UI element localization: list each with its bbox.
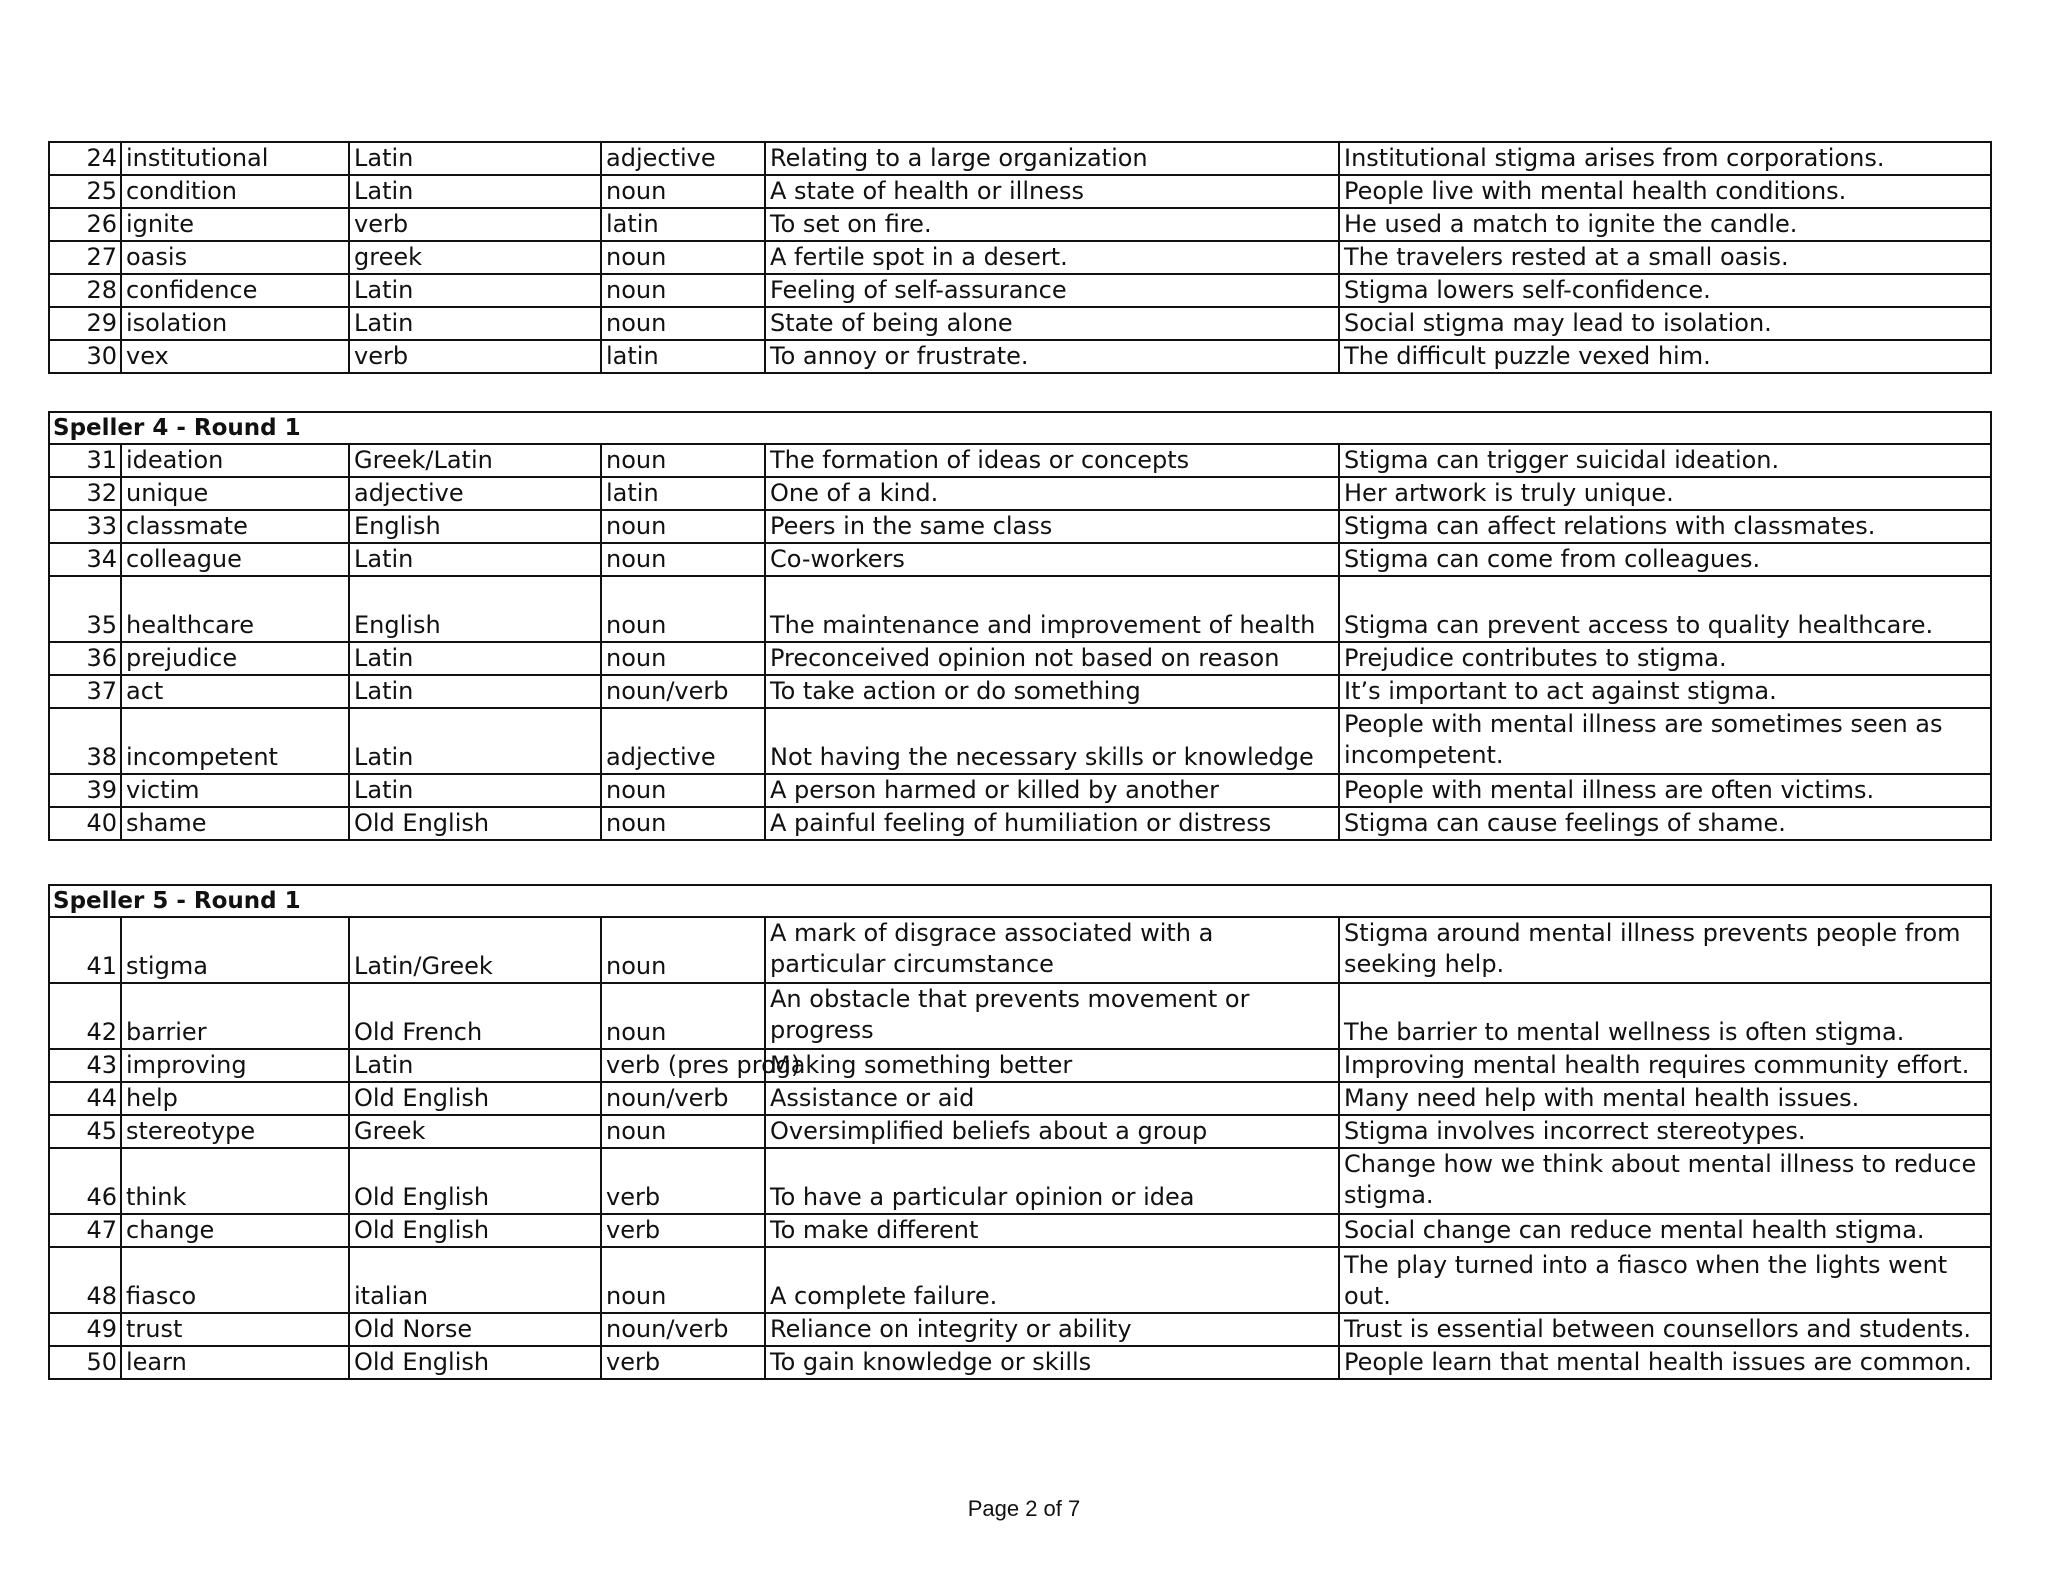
- table-row: [49, 543, 1991, 576]
- word-cell: vex: [121, 340, 349, 373]
- part-of-speech-cell: adjective: [601, 708, 765, 774]
- word-number-cell: 49: [49, 1313, 121, 1346]
- origin-cell: Old English: [349, 1148, 601, 1214]
- table-row: [49, 1247, 1991, 1313]
- word-cell: stigma: [121, 917, 349, 983]
- word-number-cell: 26: [49, 208, 121, 241]
- section-heading-row: [49, 412, 1991, 444]
- word-cell: ignite: [121, 208, 349, 241]
- word-table-2: [48, 411, 1990, 841]
- word-cell: healthcare: [121, 576, 349, 642]
- table-row: [49, 1346, 1991, 1379]
- part-of-speech-cell: noun: [601, 510, 765, 543]
- example-sentence-cell: Improving mental health requires community effort.: [1339, 1049, 1991, 1082]
- example-sentence-cell: Her artwork is truly unique.: [1339, 477, 1991, 510]
- example-sentence-cell: Stigma can trigger suicidal ideation.: [1339, 444, 1991, 477]
- word-cell: confidence: [121, 274, 349, 307]
- word-cell: act: [121, 675, 349, 708]
- origin-cell: Greek/Latin: [349, 444, 601, 477]
- part-of-speech-cell: noun: [601, 576, 765, 642]
- example-sentence-cell: Social change can reduce mental health stigma.: [1339, 1214, 1991, 1247]
- word-number-cell: 24: [49, 142, 121, 175]
- definition-cell: A fertile spot in a desert.: [765, 241, 1339, 274]
- part-of-speech-cell: noun/verb: [601, 1313, 765, 1346]
- word-cell: incompetent: [121, 708, 349, 774]
- word-number-cell: 36: [49, 642, 121, 675]
- origin-cell: italian: [349, 1247, 601, 1313]
- definition-cell: To have a particular opinion or idea: [765, 1148, 1339, 1214]
- table-row: [49, 444, 1991, 477]
- definition-cell: A person harmed or killed by another: [765, 774, 1339, 807]
- definition-cell: One of a kind.: [765, 477, 1339, 510]
- example-sentence-cell: Stigma can come from colleagues.: [1339, 543, 1991, 576]
- origin-cell: Latin: [349, 675, 601, 708]
- example-sentence-cell: It’s important to act against stigma.: [1339, 675, 1991, 708]
- part-of-speech-cell: verb: [601, 1148, 765, 1214]
- origin-cell: Latin: [349, 142, 601, 175]
- word-cell: victim: [121, 774, 349, 807]
- table-row: [49, 1148, 1991, 1214]
- word-number-cell: 42: [49, 983, 121, 1049]
- origin-cell: verb: [349, 208, 601, 241]
- example-sentence-cell: Prejudice contributes to stigma.: [1339, 642, 1991, 675]
- word-number-cell: 33: [49, 510, 121, 543]
- part-of-speech-cell: noun: [601, 274, 765, 307]
- word-cell: barrier: [121, 983, 349, 1049]
- table-row: [49, 340, 1991, 373]
- word-number-cell: 38: [49, 708, 121, 774]
- vocabulary-table: [48, 884, 1992, 1380]
- part-of-speech-cell: noun: [601, 917, 765, 983]
- word-table-3: [48, 884, 1990, 1380]
- example-sentence-cell: People with mental illness are often victims.: [1339, 774, 1991, 807]
- word-number-cell: 47: [49, 1214, 121, 1247]
- table-row: [49, 1214, 1991, 1247]
- page-number: Page 2 of 7: [967, 1496, 1081, 1521]
- table-row: [49, 175, 1991, 208]
- table-row: [49, 1313, 1991, 1346]
- example-sentence-cell: Stigma involves incorrect stereotypes.: [1339, 1115, 1991, 1148]
- origin-cell: Latin: [349, 307, 601, 340]
- example-sentence-cell: Many need help with mental health issues.: [1339, 1082, 1991, 1115]
- origin-cell: Latin: [349, 774, 601, 807]
- word-cell: isolation: [121, 307, 349, 340]
- word-number-cell: 29: [49, 307, 121, 340]
- definition-cell: Relating to a large organization: [765, 142, 1339, 175]
- word-number-cell: 39: [49, 774, 121, 807]
- table-row: [49, 983, 1991, 1049]
- definition-cell: A mark of disgrace associated with a particular circumstance: [765, 917, 1339, 983]
- definition-cell: State of being alone: [765, 307, 1339, 340]
- origin-cell: Old English: [349, 1082, 601, 1115]
- origin-cell: English: [349, 510, 601, 543]
- definition-cell: To take action or do something: [765, 675, 1339, 708]
- definition-cell: To make different: [765, 1214, 1339, 1247]
- origin-cell: verb: [349, 340, 601, 373]
- word-cell: prejudice: [121, 642, 349, 675]
- vocabulary-table: [48, 411, 1992, 841]
- word-number-cell: 32: [49, 477, 121, 510]
- table-row: [49, 477, 1991, 510]
- word-number-cell: 45: [49, 1115, 121, 1148]
- part-of-speech-cell: noun: [601, 774, 765, 807]
- part-of-speech-cell: verb (pres prog): [601, 1049, 765, 1082]
- word-cell: unique: [121, 477, 349, 510]
- origin-cell: Latin: [349, 274, 601, 307]
- origin-cell: Latin: [349, 543, 601, 576]
- example-sentence-cell: The barrier to mental wellness is often stigma.: [1339, 983, 1991, 1049]
- example-sentence-cell: Social stigma may lead to isolation.: [1339, 307, 1991, 340]
- origin-cell: Old English: [349, 807, 601, 840]
- example-sentence-cell: He used a match to ignite the candle.: [1339, 208, 1991, 241]
- part-of-speech-cell: noun: [601, 807, 765, 840]
- word-cell: trust: [121, 1313, 349, 1346]
- word-number-cell: 31: [49, 444, 121, 477]
- vocabulary-table: [48, 141, 1992, 374]
- origin-cell: Latin/Greek: [349, 917, 601, 983]
- definition-cell: Oversimplified beliefs about a group: [765, 1115, 1339, 1148]
- definition-cell: Making something better: [765, 1049, 1339, 1082]
- definition-cell: To annoy or frustrate.: [765, 340, 1339, 373]
- origin-cell: greek: [349, 241, 601, 274]
- word-number-cell: 28: [49, 274, 121, 307]
- example-sentence-cell: Trust is essential between counsellors and students.: [1339, 1313, 1991, 1346]
- definition-cell: Peers in the same class: [765, 510, 1339, 543]
- word-cell: change: [121, 1214, 349, 1247]
- word-number-cell: 30: [49, 340, 121, 373]
- definition-cell: Not having the necessary skills or knowledge: [765, 708, 1339, 774]
- section-heading: Speller 4 - Round 1: [49, 412, 1991, 444]
- example-sentence-cell: People with mental illness are sometimes seen as incompetent.: [1339, 708, 1991, 774]
- origin-cell: Old French: [349, 983, 601, 1049]
- origin-cell: Latin: [349, 642, 601, 675]
- part-of-speech-cell: adjective: [601, 142, 765, 175]
- table-row: [49, 208, 1991, 241]
- word-cell: shame: [121, 807, 349, 840]
- example-sentence-cell: The difficult puzzle vexed him.: [1339, 340, 1991, 373]
- example-sentence-cell: Institutional stigma arises from corporations.: [1339, 142, 1991, 175]
- part-of-speech-cell: noun: [601, 444, 765, 477]
- word-number-cell: 44: [49, 1082, 121, 1115]
- definition-cell: The maintenance and improvement of health: [765, 576, 1339, 642]
- origin-cell: Latin: [349, 175, 601, 208]
- part-of-speech-cell: noun/verb: [601, 1082, 765, 1115]
- table-row: [49, 807, 1991, 840]
- word-table-1: [48, 141, 1990, 374]
- table-row: [49, 1082, 1991, 1115]
- definition-cell: Co-workers: [765, 543, 1339, 576]
- word-cell: oasis: [121, 241, 349, 274]
- table-row: [49, 142, 1991, 175]
- word-number-cell: 25: [49, 175, 121, 208]
- definition-cell: A painful feeling of humiliation or distress: [765, 807, 1339, 840]
- word-cell: classmate: [121, 510, 349, 543]
- word-cell: think: [121, 1148, 349, 1214]
- example-sentence-cell: Stigma around mental illness prevents people from seeking help.: [1339, 917, 1991, 983]
- example-sentence-cell: Stigma can affect relations with classmates.: [1339, 510, 1991, 543]
- part-of-speech-cell: noun: [601, 307, 765, 340]
- example-sentence-cell: Change how we think about mental illness to reduce stigma.: [1339, 1148, 1991, 1214]
- word-cell: help: [121, 1082, 349, 1115]
- word-cell: ideation: [121, 444, 349, 477]
- example-sentence-cell: Stigma can prevent access to quality healthcare.: [1339, 576, 1991, 642]
- part-of-speech-cell: latin: [601, 208, 765, 241]
- word-number-cell: 37: [49, 675, 121, 708]
- definition-cell: Preconceived opinion not based on reason: [765, 642, 1339, 675]
- word-number-cell: 43: [49, 1049, 121, 1082]
- definition-cell: Assistance or aid: [765, 1082, 1339, 1115]
- word-number-cell: 46: [49, 1148, 121, 1214]
- definition-cell: A state of health or illness: [765, 175, 1339, 208]
- word-cell: improving: [121, 1049, 349, 1082]
- definition-cell: Feeling of self-assurance: [765, 274, 1339, 307]
- word-cell: condition: [121, 175, 349, 208]
- part-of-speech-cell: noun: [601, 983, 765, 1049]
- word-cell: colleague: [121, 543, 349, 576]
- word-number-cell: 50: [49, 1346, 121, 1379]
- example-sentence-cell: The play turned into a fiasco when the lights went out.: [1339, 1247, 1991, 1313]
- part-of-speech-cell: latin: [601, 340, 765, 373]
- definition-cell: An obstacle that prevents movement or progress: [765, 983, 1339, 1049]
- definition-cell: Reliance on integrity or ability: [765, 1313, 1339, 1346]
- table-row: [49, 708, 1991, 774]
- part-of-speech-cell: noun: [601, 1115, 765, 1148]
- table-row: [49, 510, 1991, 543]
- part-of-speech-cell: noun: [601, 1247, 765, 1313]
- word-number-cell: 40: [49, 807, 121, 840]
- origin-cell: Old English: [349, 1214, 601, 1247]
- section-heading-row: [49, 885, 1991, 917]
- word-cell: learn: [121, 1346, 349, 1379]
- origin-cell: Latin: [349, 1049, 601, 1082]
- part-of-speech-cell: verb: [601, 1214, 765, 1247]
- word-cell: stereotype: [121, 1115, 349, 1148]
- part-of-speech-cell: noun: [601, 543, 765, 576]
- definition-cell: The formation of ideas or concepts: [765, 444, 1339, 477]
- origin-cell: adjective: [349, 477, 601, 510]
- word-number-cell: 41: [49, 917, 121, 983]
- word-number-cell: 35: [49, 576, 121, 642]
- table-row: [49, 917, 1991, 983]
- word-number-cell: 48: [49, 1247, 121, 1313]
- table-row: [49, 642, 1991, 675]
- example-sentence-cell: People live with mental health conditions.: [1339, 175, 1991, 208]
- table-row: [49, 241, 1991, 274]
- table-row: [49, 274, 1991, 307]
- table-row: [49, 307, 1991, 340]
- example-sentence-cell: Stigma lowers self-confidence.: [1339, 274, 1991, 307]
- word-cell: fiasco: [121, 1247, 349, 1313]
- part-of-speech-cell: noun: [601, 642, 765, 675]
- origin-cell: English: [349, 576, 601, 642]
- part-of-speech-cell: verb: [601, 1346, 765, 1379]
- part-of-speech-cell: noun: [601, 241, 765, 274]
- origin-cell: Latin: [349, 708, 601, 774]
- definition-cell: To set on fire.: [765, 208, 1339, 241]
- definition-cell: A complete failure.: [765, 1247, 1339, 1313]
- section-heading: Speller 5 - Round 1: [49, 885, 1991, 917]
- table-row: [49, 1115, 1991, 1148]
- part-of-speech-cell: noun/verb: [601, 675, 765, 708]
- table-row: [49, 675, 1991, 708]
- part-of-speech-cell: noun: [601, 175, 765, 208]
- table-row: [49, 576, 1991, 642]
- table-row: [49, 774, 1991, 807]
- word-number-cell: 27: [49, 241, 121, 274]
- example-sentence-cell: Stigma can cause feelings of shame.: [1339, 807, 1991, 840]
- origin-cell: Old Norse: [349, 1313, 601, 1346]
- table-row: [49, 1049, 1991, 1082]
- example-sentence-cell: The travelers rested at a small oasis.: [1339, 241, 1991, 274]
- example-sentence-cell: People learn that mental health issues are common.: [1339, 1346, 1991, 1379]
- definition-cell: To gain knowledge or skills: [765, 1346, 1339, 1379]
- origin-cell: Old English: [349, 1346, 601, 1379]
- origin-cell: Greek: [349, 1115, 601, 1148]
- word-number-cell: 34: [49, 543, 121, 576]
- part-of-speech-cell: latin: [601, 477, 765, 510]
- word-cell: institutional: [121, 142, 349, 175]
